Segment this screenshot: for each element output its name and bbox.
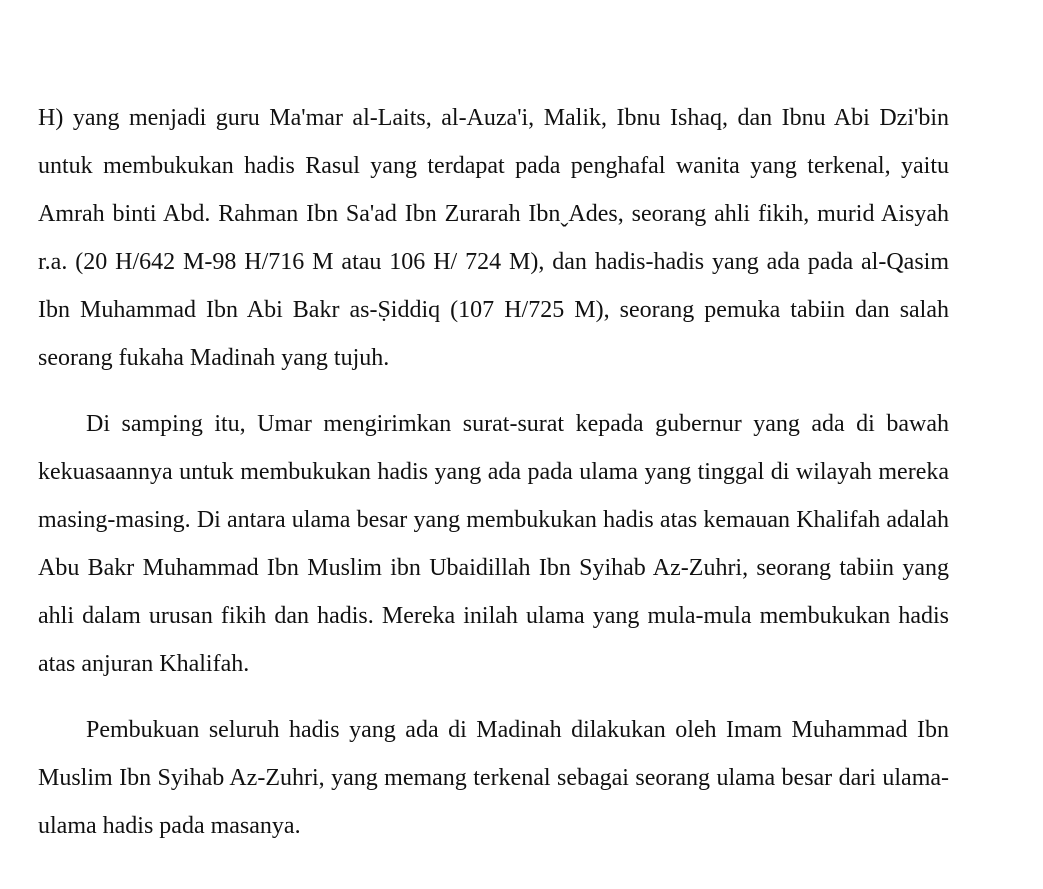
- paragraph-umar-letters: Di samping itu, Umar mengirimkan surat-surat kepada gubernur yang ada di bawah kekuasaannya untuk membukukan hadis yang ada pada ulama yang tinggal di wilayah mereka masing-masing. Di antara ulama besar yang membukukan hadis atas kemauan Khalifah adalah Abu Bakr Muhammad Ibn Muslim ibn Ubaidillah Ibn Syihab Az-Zuhri, seorang tabiin yang ahli dalam urusan fikih dan hadis. Mereka inilah ulama yang mula-mula membukukan hadis atas anjuran Khalifah.: [38, 411, 949, 677]
- paragraph-pembukuan: Pembukuan seluruh hadis yang ada di Madinah dilakukan oleh Imam Muhammad Ibn Muslim Ibn Syihab Az-Zuhri, yang memang terkenal sebagai seorang ulama besar dari ulama-ulama hadis pada masanya.: [38, 717, 949, 839]
- paragraph-continued: H) yang menjadi guru Ma'mar al-Laits, al-Auza'i, Malik, Ibnu Ishaq, dan Ibnu Abi Dzi'bin untuk membukukan hadis Rasul yang terdapat pada penghafal wanita yang terkenal, yaitu Amrah binti Abd. Rahman Ibn Sa'ad Ibn Zurarah IbnˬAdes, seorang ahli fikih, murid Aisyah r.a. (20 H/642 M-98 H/716 M atau 106 H/ 724 M), dan hadis-hadis yang ada pada al-Qasim Ibn Muhammad Ibn Abi Bakr as-Ṣiddiq (107 H/725 M), seorang pemuka tabiin dan salah seorang fukaha Madinah yang tujuh.: [38, 105, 949, 371]
- document-body: [38, 94, 949, 850]
